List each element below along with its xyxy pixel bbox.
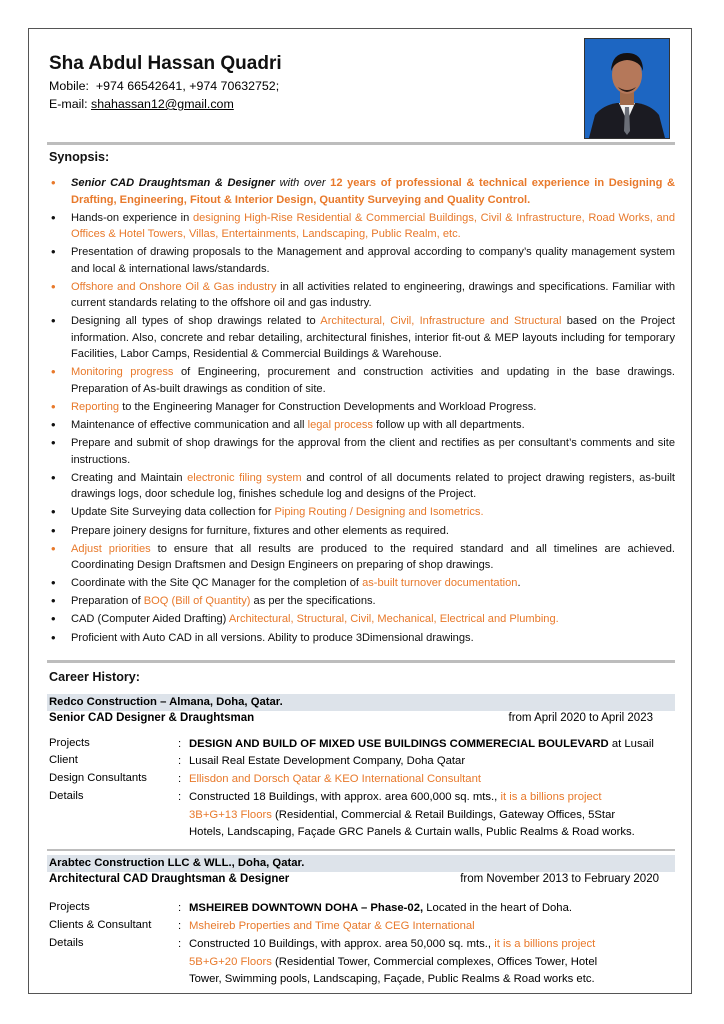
job2-dates: from November 2013 to February 2020 bbox=[460, 873, 659, 885]
list-item: • Monitoring progress of Engineering, procurement and construction activities and updating in the base drawings. Preparation of As-built drawings as condition of site. bbox=[47, 364, 675, 397]
career-heading: Career History: bbox=[49, 670, 140, 684]
list-item: • Senior CAD Draughtsman & Designer with over 12 years of professional & technical experience in Designing & Drafting, Engineering, Fitout & Interior Design, Quantity Surveying and Quality Control. bbox=[47, 175, 675, 208]
person-photo-icon bbox=[585, 39, 669, 138]
email-link[interactable]: shahassan12@gmail.com bbox=[91, 97, 234, 111]
job2-title: Architectural CAD Draughtsman & Designer bbox=[49, 873, 290, 885]
job1-client-value: : Lusail Real Estate Development Company, Doha Qatar bbox=[178, 755, 466, 767]
job1-client-label: Client bbox=[49, 754, 78, 766]
list-item: • Hands-on experience in designing High-Rise Residential & Commercial Buildings, Civil & Infrastructure, Road Works, and Offices & Hotel Towers, Villas, Entertainments, Landscaping, Public Realm, etc. bbox=[47, 210, 675, 243]
list-item: • Designing all types of shop drawings related to Architectural, Civil, Infrastructure and Structural based on the Project information. Also, concrete and rebar detailing, architectural finishes, interior fit-out & MEP layouts including for temporary Facilities, Labor Camps, Residential & Commercial Buildings & Warehouse. bbox=[47, 313, 675, 363]
email-label: E-mail: bbox=[49, 97, 88, 111]
list-item: • Creating and Maintain electronic filing system and control of all documents related to project drawing registers, as-built drawings logs, door schedule log, finishes schedule log and designs of the Project. bbox=[47, 470, 675, 503]
list-item: • Reporting to the Engineering Manager for Construction Developments and Workload Progress. bbox=[47, 399, 675, 416]
synopsis-list bbox=[47, 175, 675, 648]
job2-company: Arabtec Construction LLC & WLL., Doha, Qatar. bbox=[47, 855, 675, 872]
job1-consultants-value: : Ellisdon and Dorsch Qatar & KEO International Consultant bbox=[178, 773, 481, 785]
synopsis-heading: Synopsis: bbox=[49, 150, 110, 164]
job1-company: Redco Construction – Almana, Doha, Qatar. bbox=[47, 694, 675, 711]
list-item: • Coordinate with the Site QC Manager for the completion of as-built turnover documentation. bbox=[47, 575, 675, 592]
mobile-label: Mobile: bbox=[49, 79, 89, 93]
list-item: • Preparation of BOQ (Bill of Quantity) as per the specifications. bbox=[47, 593, 675, 610]
list-item: • Maintenance of effective communication and all legal process follow up with all departments. bbox=[47, 417, 675, 434]
profile-photo bbox=[584, 38, 670, 139]
list-item: • Presentation of drawing proposals to the Management and approval according to company’s quality management system and local & international laws/standards. bbox=[47, 244, 675, 277]
list-item: • Proficient with Auto CAD in all versions. Ability to produce 3Dimensional drawings. bbox=[47, 630, 675, 647]
job2-projects-label: Projects bbox=[49, 901, 90, 913]
resume-page bbox=[28, 28, 692, 994]
list-item: • Prepare and submit of shop drawings for the approval from the client and rectifies as per consultant’s comments and site instructions. bbox=[47, 435, 675, 468]
email-line bbox=[49, 97, 234, 111]
list-item: • CAD (Computer Aided Drafting) Architectural, Structural, Civil, Mechanical, Electrical and Plumbing. bbox=[47, 611, 675, 628]
job2-projects-value: : MSHEIREB DOWNTOWN DOHA – Phase-02, Located in the heart of Doha. bbox=[178, 902, 572, 914]
list-item: • Prepare joinery designs for furniture, fixtures and other elements as required. bbox=[47, 523, 675, 540]
list-item: • Offshore and Onshore Oil & Gas industry in all activities related to engineering, drawings and specifications. Familiar with current standards relating to the offshore oil and gas industry. bbox=[47, 279, 675, 312]
job1-projects-label: Projects bbox=[49, 737, 90, 749]
header-divider bbox=[47, 142, 675, 145]
job2-client-label: Clients & Consultant bbox=[49, 919, 152, 931]
job1-projects-value: : DESIGN AND BUILD OF MIXED USE BUILDINGS COMMERECIAL BOULEVARD at Lusail bbox=[178, 738, 654, 750]
job1-title: Senior CAD Designer & Draughtsman bbox=[49, 712, 255, 724]
mobile-numbers: +974 66542641, +974 70632752; bbox=[95, 79, 280, 93]
job1-details-value: : Constructed 18 Buildings, with approx. area 600,000 sq. mts., it is a billions project 3B+G+13 Floors (Residential, Commercial & Retail Buildings, Gateway Offices, 5Star Hotels, Landscaping, Façade GRC Panels & Curtain walls, Public Realms & Road works. bbox=[178, 791, 635, 838]
job1-dates: from April 2020 to April 2023 bbox=[508, 712, 653, 724]
list-item: • Update Site Surveying data collection for Piping Routing / Designing and Isometrics. bbox=[47, 504, 675, 521]
job-divider bbox=[47, 849, 675, 851]
candidate-name: Sha Abdul Hassan Quadri bbox=[49, 53, 282, 74]
job1-consultants-label: Design Consultants bbox=[49, 772, 147, 784]
synopsis-divider bbox=[47, 660, 675, 663]
job2-details-label: Details bbox=[49, 937, 84, 949]
job2-details-value: : Constructed 10 Buildings, with approx. area 50,000 sq. mts., it is a billions project 5B+G+20 Floors (Residential Tower, Commercial complexes, Offices Tower, Hotel Tower, Swimming pools, Landscaping, Façade, Public Realms & Road works etc. bbox=[178, 938, 598, 985]
mobile-line bbox=[49, 79, 279, 93]
job2-client-value: : Msheireb Properties and Time Qatar & CEG International bbox=[178, 920, 475, 932]
job1-details-label: Details bbox=[49, 790, 84, 802]
list-item: • Adjust priorities to ensure that all results are produced to the required standard and all timelines are achieved. Coordinating Design Draftsmen and Design Engineers on preparing of shop drawings. bbox=[47, 541, 675, 574]
